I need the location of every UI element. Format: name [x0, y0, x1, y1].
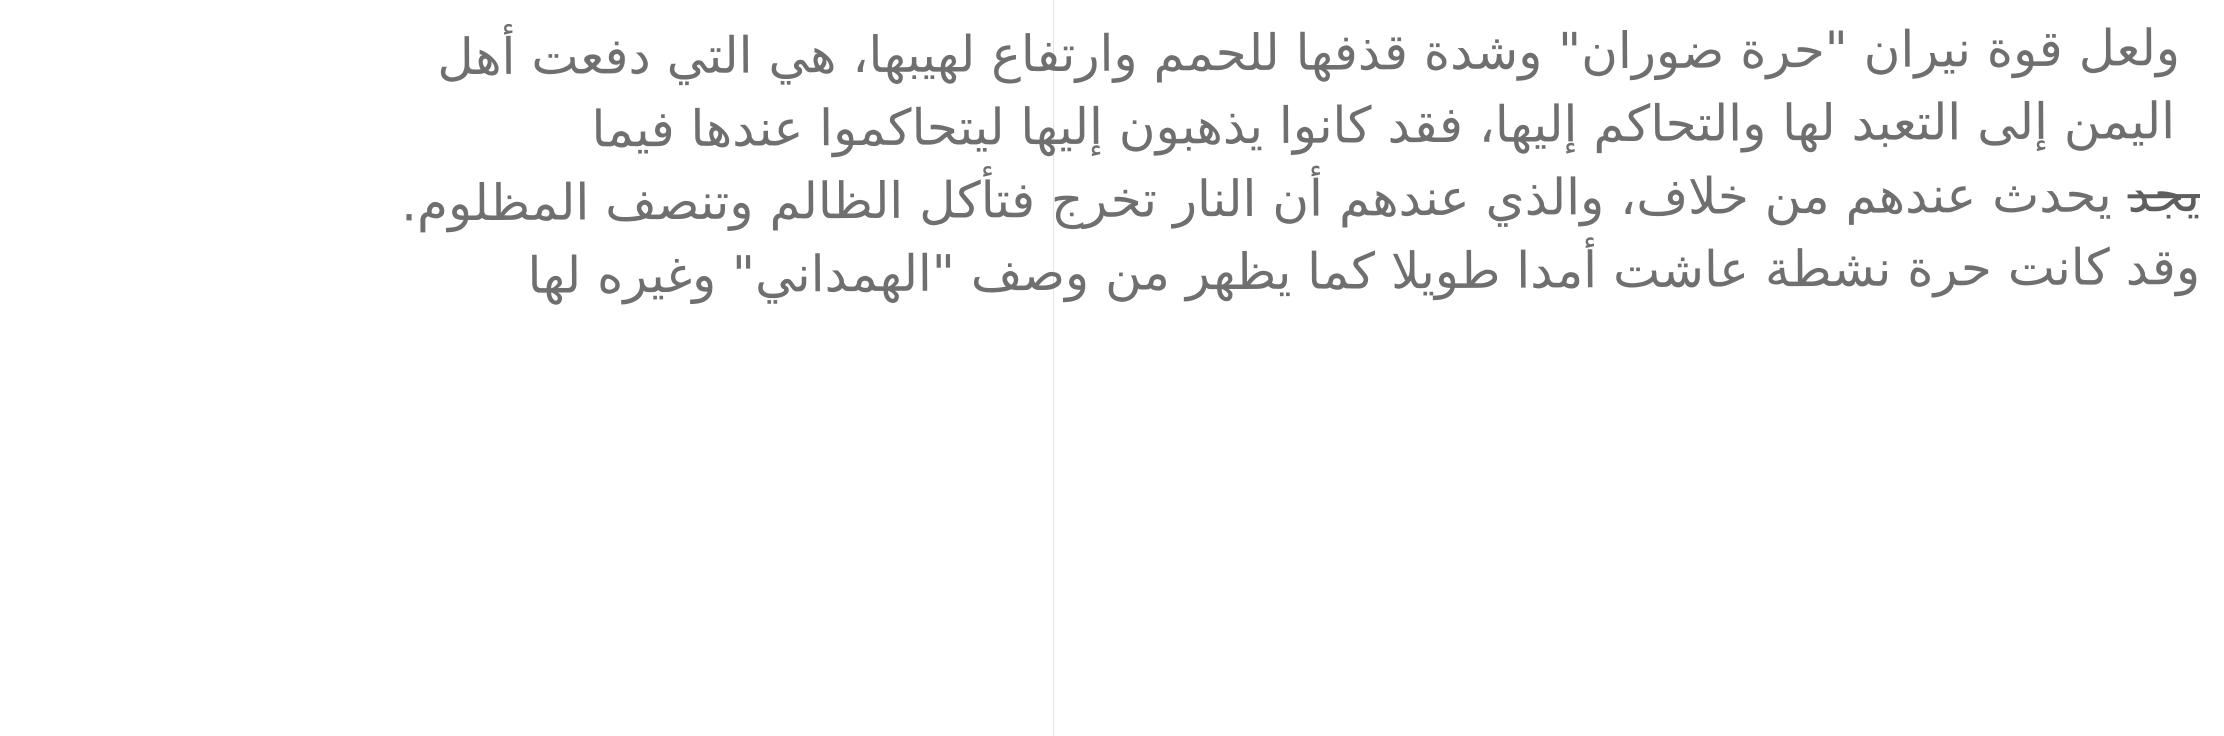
text-line-4: وقد كانت حرة نشطة عاشت أمدا طويلا كما يظهر من وصف "الهمداني" وغيره لها — [527, 238, 2201, 305]
text-line-3-content: يحدث عندهم من خلاف، والذي عندهم أن النار تخرج فتأكل الظالم وتنصف المظلوم. — [400, 165, 2112, 233]
text-line-3 — [40, 158, 2200, 242]
text-line-1: ولعل قوة نيران "حرة ضوران" وشدة قذفها للحمم وارتفاع لهيبها، هي التي دفعت أهل — [437, 19, 2181, 87]
text-line-2: اليمن إلى التعبد لها والتحاكم إليها، فقد كانوا يذهبون إليها ليتحاكموا عندها فيما — [591, 92, 2176, 159]
struck-out-word: يجد — [2127, 165, 2201, 224]
handwritten-paragraph — [40, 12, 2200, 304]
